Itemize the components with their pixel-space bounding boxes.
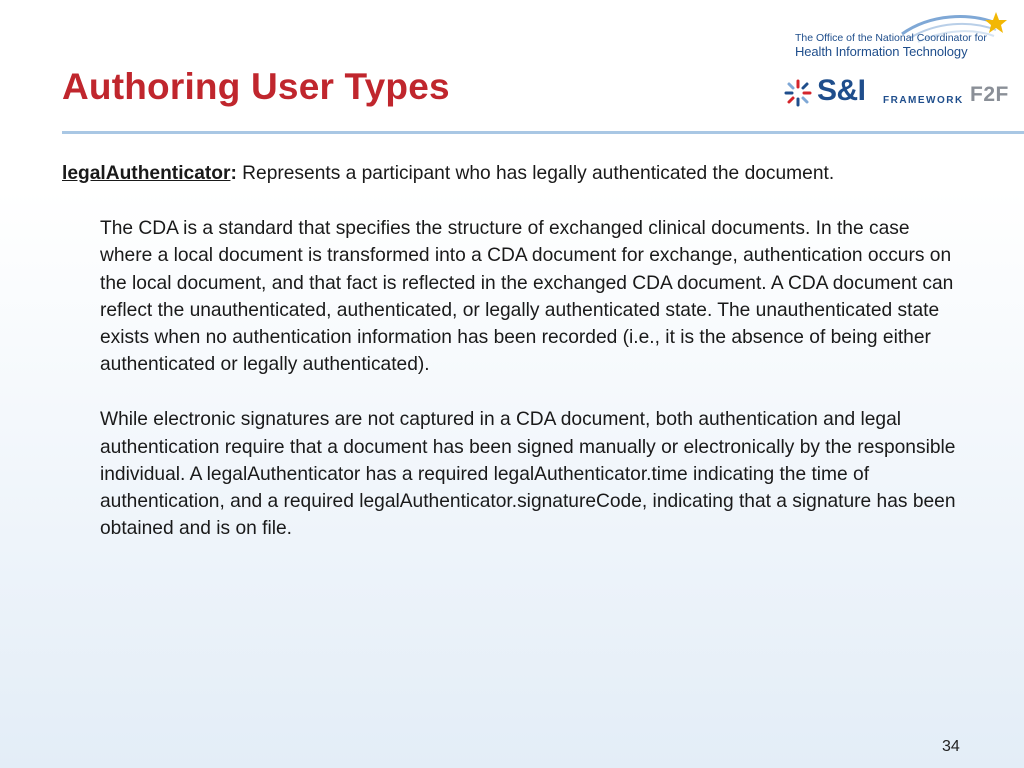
defined-term: legalAuthenticator <box>62 163 231 184</box>
definition-paragraph <box>62 160 967 187</box>
onc-logo-line2: Health Information Technology <box>795 44 968 59</box>
onc-logo-line1: The Office of the National Coordinator for <box>795 32 987 44</box>
si-burst-icon <box>783 78 813 108</box>
page-number: 34 <box>942 738 960 755</box>
signature-requirements-paragraph: While electronic signatures are not captured in a CDA document, both authentication and legal authentication require that a document has been signed manually or electronically by the responsible individual. A legalAuthenticator has a required legalAuthenticator.time indicating the time of authentication, and a required legalAuthenticator.signatureCode, indicating that a signature has been obtained and is on file. <box>100 409 956 540</box>
title-divider <box>62 131 1024 134</box>
slide-body <box>62 160 967 570</box>
si-logo-wordmark: S&I <box>817 74 866 107</box>
si-logo-f2f: F2F <box>970 83 1009 106</box>
term-colon: : <box>230 163 237 184</box>
si-framework-logo <box>783 72 1018 112</box>
si-logo-framework: FRAMEWORK <box>883 95 964 106</box>
term-definition: Represents a participant who has legally authenticated the document. <box>236 163 835 184</box>
slide-title: Authoring User Types <box>62 66 450 107</box>
cda-description-paragraph: The CDA is a standard that specifies the structure of exchanged clinical documents. In the case where a local document is transformed into a CDA document for exchange, authentication occurs on the local document, and that fact is reflected in the exchanged CDA document. A CDA document can reflect the unauthenticated, authenticated, or legally authenticated state. The unauthenticated state exists when no authentication information has been recorded (i.e., it is the absence of being either authenticated or legally authenticated). <box>100 218 954 376</box>
onc-logo <box>795 10 1010 62</box>
